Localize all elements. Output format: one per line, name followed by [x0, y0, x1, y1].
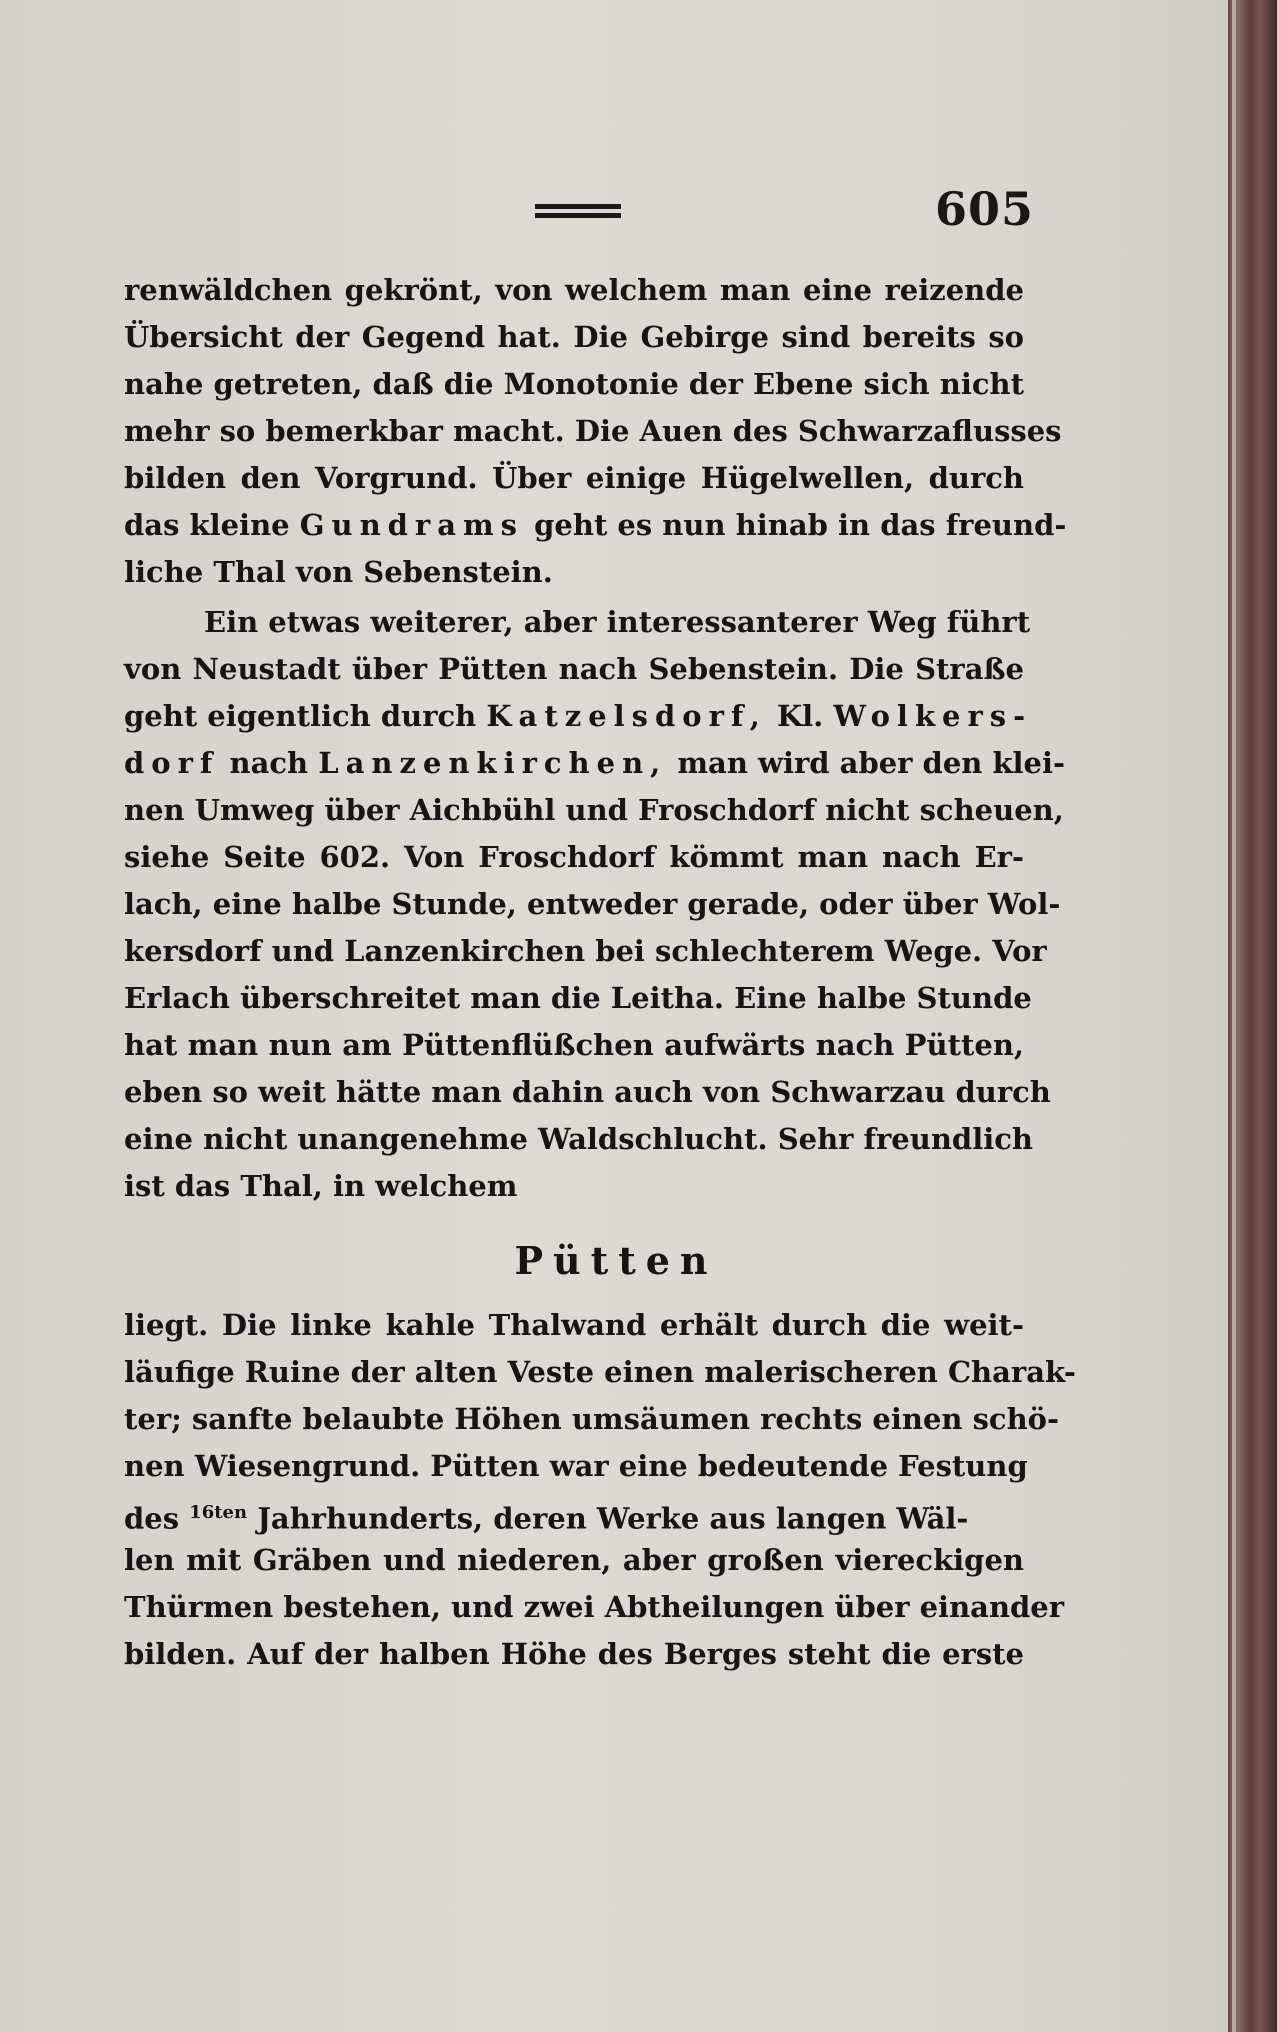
rule-line-bottom: [535, 213, 621, 218]
text-line: liche Thal von Sebenstein.: [124, 555, 553, 589]
text-line: ist das Thal, in welchem: [124, 1169, 518, 1203]
page-number: 605: [935, 182, 1035, 236]
text-line: Erlach überschreitet man die Leitha. Eine halbe Stunde: [124, 981, 1032, 1015]
text-line: [124, 696, 1033, 736]
text-fragment: man wird aber den klei-: [677, 746, 1066, 780]
text-line: Ein etwas weiterer, aber interessanterer Weg führt: [204, 605, 1031, 639]
text-fragment: Jahrhunderts, deren Werke aus langen Wäl-: [257, 1501, 969, 1536]
text-line: läufige Ruine der alten Veste einen malerischeren Charak-: [124, 1355, 1076, 1389]
text-line: lach, eine halbe Stunde, entweder gerade, oder über Wol-: [124, 887, 1061, 921]
header-rule: [535, 204, 621, 220]
text-line: Übersicht der Gegend hat. Die Gebirge sind bereits so: [124, 320, 1024, 354]
section-heading: Pütten: [514, 1238, 718, 1283]
text-line: len mit Gräben und niederen, aber großen viereckigen: [124, 1543, 1024, 1577]
text-line: eben so weit hätte man dahin auch von Schwarzau durch: [124, 1075, 1051, 1109]
text-fragment: nach: [229, 746, 309, 780]
place-name-spaced: Gundrams: [299, 508, 525, 542]
text-fragment: geht eigentlich durch: [124, 699, 477, 733]
text-line: siehe Seite 602. Von Froschdorf kömmt man nach Er-: [124, 840, 1024, 874]
page-edge-line: [1232, 0, 1236, 2032]
text-line: bilden. Auf der halben Höhe des Berges steht die erste: [124, 1637, 1024, 1671]
text-line: kersdorf und Lanzenkirchen bei schlechterem Wege. Vor: [124, 934, 1047, 968]
place-name-spaced: dorf: [124, 746, 220, 780]
text-line: bilden den Vorgrund. Über einige Hügelwellen, durch: [124, 461, 1024, 495]
text-line: liegt. Die linke kahle Thalwand erhält durch die weit-: [124, 1308, 1024, 1342]
text-line: ter; sanfte belaubte Höhen umsäumen rechts einen schö-: [124, 1402, 1060, 1436]
text-line: [124, 743, 1066, 783]
text-line: renwäldchen gekrönt, von welchem man eine reizende: [124, 273, 1024, 307]
text-fragment: geht es nun hinab in das freund-: [534, 508, 1067, 542]
rule-line-top: [535, 204, 621, 209]
place-name-spaced: Wolkers-: [833, 699, 1033, 733]
text-fragment: des: [124, 1501, 180, 1536]
text-line: eine nicht unangenehme Waldschlucht. Sehr freundlich: [124, 1122, 1033, 1156]
text-fragment: Kl.: [776, 699, 824, 733]
century-superscript: 16ten: [189, 1502, 248, 1523]
text-line: [124, 1493, 1024, 1536]
text-line: nen Umweg über Aichbühl und Froschdorf nicht scheuen,: [124, 793, 1064, 827]
place-name-spaced: Katzelsdorf,: [486, 699, 767, 733]
text-line: mehr so bemerkbar macht. Die Auen des Schwarzaflusses: [124, 414, 1062, 448]
text-line: nen Wiesengrund. Pütten war eine bedeutende Festung: [124, 1449, 1028, 1483]
text-line: hat man nun am Püttenflüßchen aufwärts nach Pütten,: [124, 1028, 1024, 1062]
text-line: Thürmen bestehen, und zwei Abtheilungen über einander: [124, 1590, 1065, 1624]
text-line: [124, 505, 1067, 545]
place-name-spaced: Lanzenkirchen,: [318, 746, 668, 780]
text-line: nahe getreten, daß die Monotonie der Ebene sich nicht: [124, 367, 1024, 401]
text-line: von Neustadt über Pütten nach Sebenstein. Die Straße: [124, 652, 1024, 686]
text-fragment: das kleine: [124, 508, 290, 542]
